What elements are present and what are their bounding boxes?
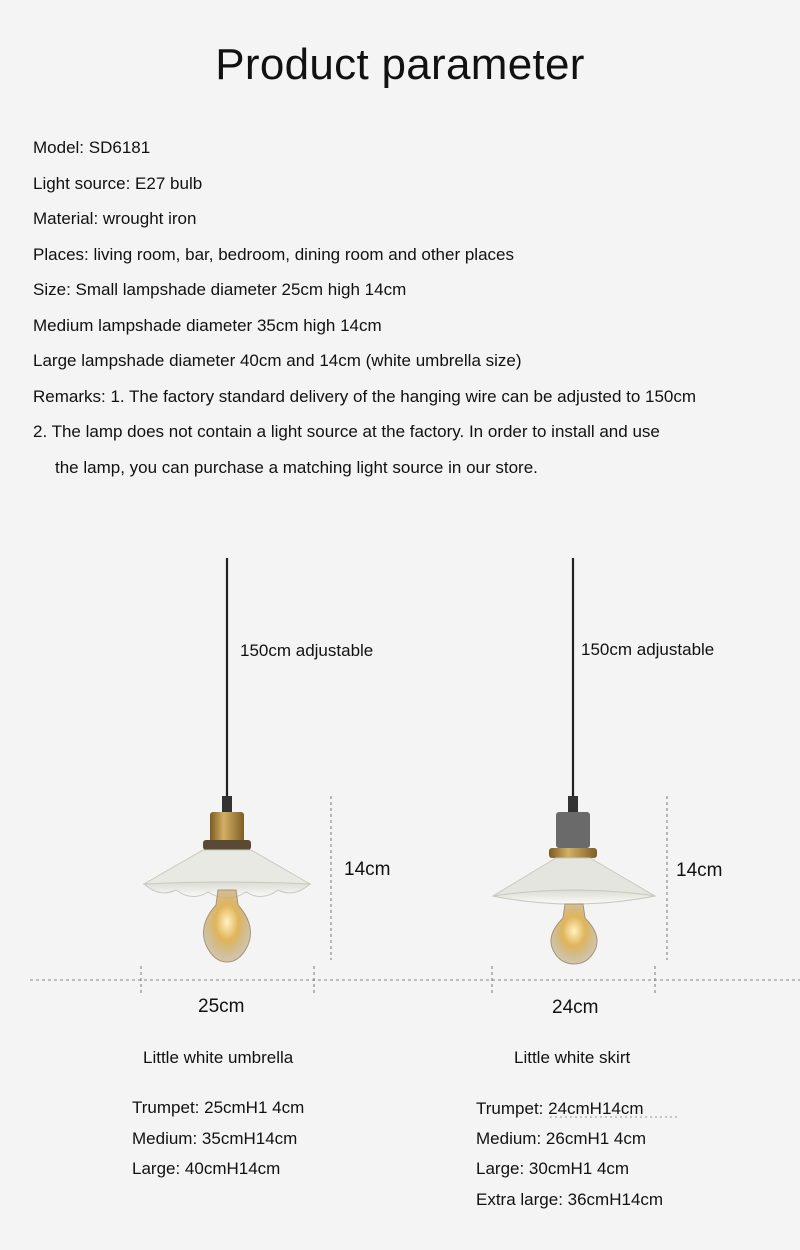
left-cord-grip xyxy=(222,796,232,814)
left-socket xyxy=(210,812,244,844)
spec-size-small: Size: Small lampshade diameter 25cm high 14cm xyxy=(33,280,407,299)
left-height-label: 14cm xyxy=(344,859,391,880)
right-cord-label: 150cm adjustable xyxy=(581,640,715,659)
spec-size-medium: Medium lampshade diameter 35cm high 14cm xyxy=(33,316,382,335)
left-size-item: Trumpet: 25cmH1 4cm xyxy=(132,1098,305,1117)
page-title: Product parameter xyxy=(215,40,585,89)
right-socket xyxy=(556,812,590,848)
right-height-label: 14cm xyxy=(676,860,723,881)
spec-remark-1: Remarks: 1. The factory standard delivery of the hanging wire can be adjusted to 150cm xyxy=(33,387,697,406)
right-size-item: Extra large: 36cmH14cm xyxy=(476,1190,664,1209)
right-product-name: Little white skirt xyxy=(514,1048,631,1067)
left-product-name: Little white umbrella xyxy=(143,1048,294,1067)
right-size-item: Trumpet: 24cmH14cm xyxy=(476,1099,644,1118)
right-size-item: Medium: 26cmH1 4cm xyxy=(476,1129,647,1148)
spec-size-large: Large lampshade diameter 40cm and 14cm (white umbrella size) xyxy=(33,351,522,370)
spec-remark-2-cont: the lamp, you can purchase a matching light source in our store. xyxy=(55,458,538,477)
right-cord-grip xyxy=(568,796,578,814)
spec-model: Model: SD6181 xyxy=(33,138,151,157)
left-bulb xyxy=(204,890,251,962)
spec-remark-2: 2. The lamp does not contain a light source at the factory. In order to install and use xyxy=(33,422,660,441)
left-width-label: 25cm xyxy=(198,996,245,1017)
right-lamp xyxy=(493,558,655,964)
spec-material: Material: wrought iron xyxy=(33,209,197,228)
left-size-item: Large: 40cmH14cm xyxy=(132,1159,281,1178)
left-size-item: Medium: 35cmH14cm xyxy=(132,1129,298,1148)
spec-places: Places: living room, bar, bedroom, dining room and other places xyxy=(33,245,514,264)
right-bulb xyxy=(551,904,597,964)
right-width-label: 24cm xyxy=(552,997,599,1018)
right-size-item: Large: 30cmH1 4cm xyxy=(476,1159,630,1178)
left-cord-label: 150cm adjustable xyxy=(240,641,374,660)
spec-light-source: Light source: E27 bulb xyxy=(33,174,203,193)
left-lamp xyxy=(144,558,310,962)
